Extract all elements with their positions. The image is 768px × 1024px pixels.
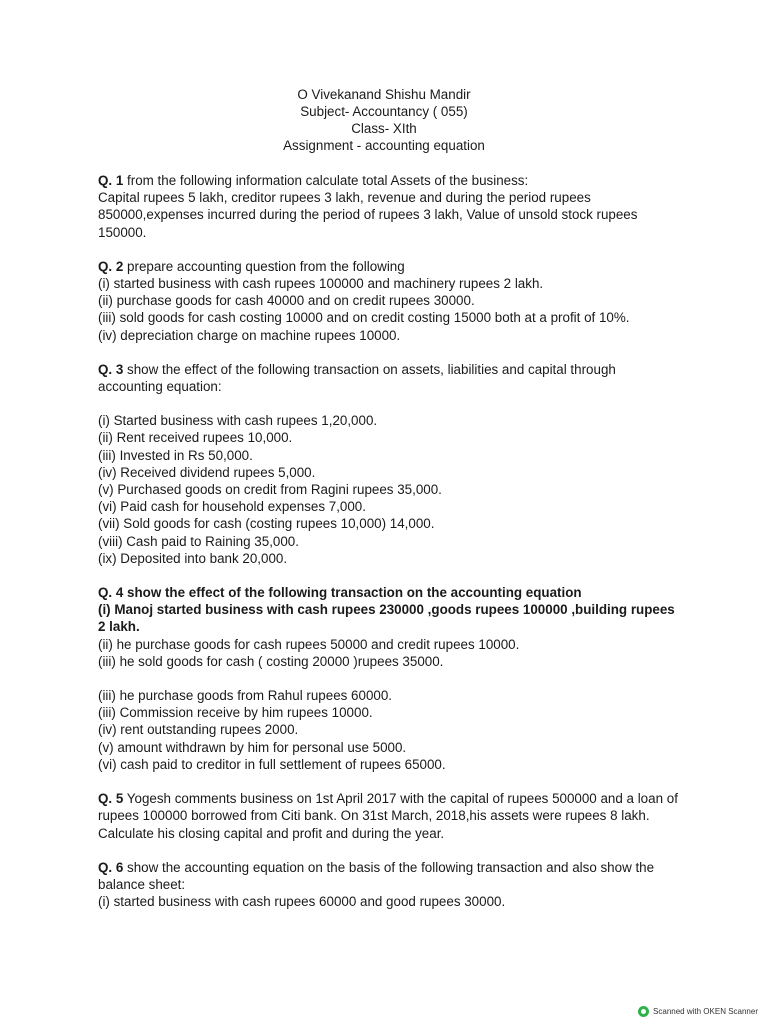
list-item: (i) Started business with cash rupees 1,20,000. bbox=[98, 413, 378, 429]
class-line: Class- XIth bbox=[351, 121, 417, 136]
list-item: (ix) Deposited into bank 20,000. bbox=[98, 550, 288, 566]
question-3 bbox=[98, 361, 678, 567]
question-text: from the following information calculate total Assets of the business: bbox=[123, 173, 529, 188]
question-number: Q. 3 bbox=[98, 361, 124, 377]
question-text: show the effect of the following transaction on assets, liabilities and capital through accounting equation: bbox=[98, 361, 616, 395]
question-text: show the accounting equation on the basis of the following transaction and also show the balance sheet: bbox=[98, 859, 655, 892]
questions bbox=[98, 172, 678, 927]
list-item: (iii) sold goods for cash costing 10000 and on credit costing 15000 both at a profit of 10%. bbox=[98, 310, 630, 326]
list-item: (iv) depreciation charge on machine rupees 10000. bbox=[98, 327, 401, 343]
question-text: Yogesh comments business on 1st April 2017 with the capital of rupees 500000 and a loan of rupees 100000 borrowed from Citi bank. On 31st March, 2018,his assets were rupees 8 lakh. Calculate his closing capital and profit and during the year. bbox=[98, 791, 678, 841]
question-1 bbox=[98, 172, 678, 241]
question-number: Q. 2 bbox=[98, 258, 124, 274]
list-item: (iii) Commission receive by him rupees 10000. bbox=[98, 705, 373, 721]
scanner-watermark bbox=[638, 1006, 758, 1017]
list-item: (iv) rent outstanding rupees 2000. bbox=[98, 722, 299, 738]
list-item: (vi) Paid cash for household expenses 7,000. bbox=[98, 499, 366, 515]
question-text: prepare accounting question from the following bbox=[123, 258, 405, 274]
list-item: (iii) he purchase goods from Rahul rupees 60000. bbox=[98, 688, 393, 704]
list-item: (iii) he sold goods for cash ( costing 20000 )rupees 35000. bbox=[98, 653, 444, 669]
assignment-title: Assignment - accounting equation bbox=[283, 138, 485, 153]
list-item: (v) Purchased goods on credit from Ragini rupees 35,000. bbox=[98, 482, 442, 498]
list-item: (i) started business with cash rupees 60000 and good rupees 30000. bbox=[98, 894, 506, 910]
question-heading: Q. 4 show the effect of the following transaction on the accounting equation bbox=[98, 585, 582, 601]
document-header bbox=[0, 86, 768, 154]
list-item: (viii) Cash paid to Raining 35,000. bbox=[98, 533, 299, 549]
question-number: Q. 1 bbox=[98, 173, 124, 188]
list-item: (ii) he purchase goods for cash rupees 50000 and credit rupees 10000. bbox=[98, 636, 520, 652]
oken-logo-icon bbox=[638, 1006, 649, 1017]
question-number: Q. 6 bbox=[98, 859, 124, 875]
subject-line: Subject- Accountancy ( 055) bbox=[300, 104, 468, 119]
list-item: (vi) cash paid to creditor in full settlement of rupees 65000. bbox=[98, 756, 446, 772]
list-item: (ii) purchase goods for cash 40000 and on credit rupees 30000. bbox=[98, 293, 475, 309]
watermark-text: Scanned with OKEN Scanner bbox=[653, 1007, 758, 1016]
list-item: (vii) Sold goods for cash (costing rupees 10,000) 14,000. bbox=[98, 516, 435, 532]
list-item: (i) started business with cash rupees 100000 and machinery rupees 2 lakh. bbox=[98, 276, 544, 292]
question-4 bbox=[98, 584, 678, 773]
list-item: (iii) Invested in Rs 50,000. bbox=[98, 447, 253, 463]
question-body: Capital rupees 5 lakh, creditor rupees 3 lakh, revenue and during the period rupees 850000,expenses incurred during the period of rupees 3 lakh, Value of unsold stock rupees 150000. bbox=[98, 190, 638, 240]
question-5 bbox=[98, 790, 678, 842]
list-item: (ii) Rent received rupees 10,000. bbox=[98, 430, 293, 446]
question-6 bbox=[98, 859, 678, 911]
question-number: Q. 5 bbox=[98, 791, 124, 807]
school-name: O Vivekanand Shishu Mandir bbox=[297, 87, 471, 102]
list-item: (i) Manoj started business with cash rupees 230000 ,goods rupees 100000 ,building rupees 2 lakh. bbox=[98, 602, 675, 635]
list-item: (iv) Received dividend rupees 5,000. bbox=[98, 464, 316, 480]
question-2 bbox=[98, 258, 678, 344]
list-item: (v) amount withdrawn by him for personal use 5000. bbox=[98, 739, 407, 755]
